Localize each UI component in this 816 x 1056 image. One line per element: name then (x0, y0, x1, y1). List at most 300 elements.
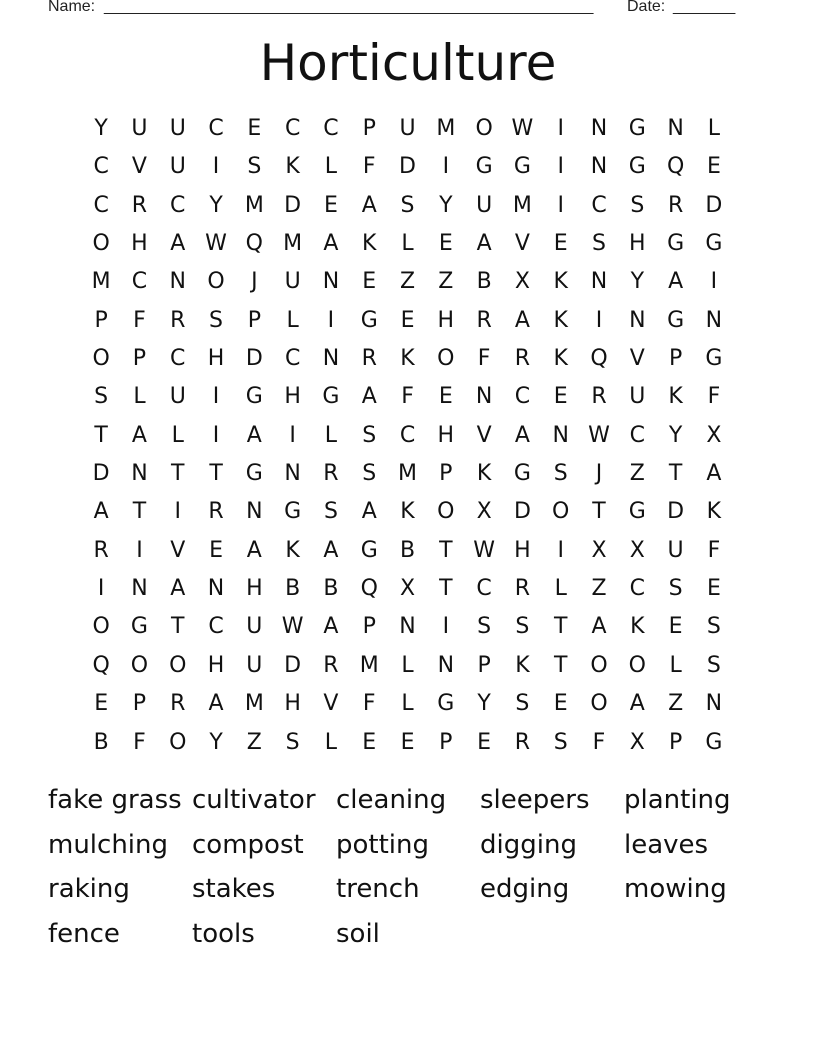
grid-letter[interactable]: B (399, 537, 416, 563)
grid-letter[interactable]: E (668, 614, 683, 640)
grid-letter[interactable]: O (207, 269, 225, 295)
grid-letter[interactable]: Q (666, 154, 685, 180)
grid-letter[interactable]: R (361, 346, 377, 372)
grid-letter[interactable]: I (212, 422, 220, 448)
grid-letter[interactable]: E (94, 691, 109, 717)
grid-letter[interactable]: C (208, 116, 224, 141)
word-bank-item: soil (336, 919, 380, 950)
grid-letter[interactable]: K (706, 499, 722, 525)
grid-letter[interactable]: U (246, 652, 263, 678)
grid-letter[interactable]: W (473, 537, 495, 563)
grid-letter[interactable]: M (91, 269, 111, 295)
grid-letter[interactable]: D (284, 192, 302, 218)
grid-letter[interactable]: Q (590, 346, 608, 372)
grid-letter[interactable]: B (476, 269, 492, 295)
grid-letter[interactable]: A (246, 422, 262, 448)
grid-letter[interactable]: E (400, 307, 415, 333)
grid-letter[interactable]: S (323, 499, 338, 525)
grid-letter[interactable]: H (284, 384, 301, 410)
grid-letter[interactable]: K (362, 231, 377, 257)
grid-letter[interactable]: A (476, 231, 492, 257)
grid-letter[interactable]: E (553, 384, 568, 410)
grid-letter[interactable]: O (590, 652, 608, 678)
grid-letter[interactable]: X (514, 269, 530, 295)
grid-letter[interactable]: T (439, 537, 453, 563)
grid-letter[interactable]: M (359, 652, 379, 678)
grid-letter[interactable]: L (324, 729, 338, 755)
grid-letter[interactable]: G (513, 154, 531, 180)
grid-letter[interactable]: M (398, 461, 418, 487)
grid-letter[interactable]: S (630, 192, 645, 218)
grid-letter[interactable]: G (130, 614, 148, 640)
grid-letter[interactable]: F (362, 154, 376, 180)
grid-letter[interactable]: R (93, 537, 109, 563)
grid-letter[interactable]: X (476, 499, 492, 525)
grid-letter[interactable]: H (284, 691, 301, 717)
grid-letter[interactable]: P (439, 729, 453, 755)
grid-letter[interactable]: T (592, 499, 606, 525)
grid-letter[interactable]: R (131, 192, 148, 218)
grid-letter[interactable]: S (553, 729, 568, 755)
grid-letter[interactable]: N (322, 346, 340, 372)
grid-letter[interactable]: L (324, 154, 338, 180)
grid-letter[interactable]: U (667, 537, 684, 563)
grid-letter[interactable]: A (591, 614, 607, 640)
grid-letter[interactable]: S (209, 307, 224, 333)
grid-letter[interactable]: V (476, 422, 492, 448)
grid-letter[interactable]: G (705, 729, 723, 755)
grid-letter[interactable]: P (94, 307, 108, 333)
grid-letter[interactable]: D (399, 154, 416, 180)
grid-letter[interactable]: Y (630, 269, 645, 295)
grid-letter[interactable]: C (284, 116, 301, 141)
grid-letter[interactable]: O (475, 116, 493, 141)
grid-letter[interactable]: N (667, 116, 684, 141)
grid-letter[interactable]: X (399, 576, 416, 602)
grid-letter[interactable]: S (515, 691, 530, 717)
grid-letter[interactable]: K (285, 154, 300, 180)
grid-letter[interactable]: Y (209, 729, 223, 755)
grid-letter[interactable]: M (283, 231, 303, 257)
grid-letter[interactable]: Z (438, 269, 454, 295)
grid-letter[interactable]: U (629, 384, 646, 410)
grid-letter[interactable]: V (629, 346, 645, 372)
grid-letter[interactable]: P (668, 346, 683, 372)
grid-letter[interactable]: R (514, 346, 531, 372)
grid-letter[interactable]: P (477, 652, 491, 678)
grid-letter[interactable]: N (131, 461, 148, 487)
grid-letter[interactable]: H (246, 576, 263, 602)
date-label: Date: (627, 0, 666, 15)
grid-letter[interactable]: I (557, 192, 564, 218)
grid-letter[interactable]: I (557, 154, 564, 180)
grid-letter[interactable]: C (284, 346, 301, 372)
grid-letter[interactable]: A (323, 537, 339, 563)
grid-letter[interactable]: T (553, 614, 568, 640)
grid-letter[interactable]: P (439, 461, 453, 487)
grid-letter[interactable]: N (437, 652, 455, 678)
grid-letter[interactable]: D (245, 346, 263, 372)
grid-letter[interactable]: U (246, 614, 263, 640)
grid-letter[interactable]: A (131, 422, 147, 448)
word-bank-item: fence (48, 919, 120, 950)
grid-letter[interactable]: N (590, 116, 608, 141)
grid-letter[interactable]: U (169, 384, 186, 410)
grid-letter[interactable]: C (514, 384, 531, 410)
grid-letter[interactable]: G (667, 231, 685, 257)
grid-letter[interactable]: A (706, 461, 722, 487)
grid-letter[interactable]: G (360, 307, 378, 333)
grid-letter[interactable]: E (247, 116, 262, 141)
grid-letter[interactable]: E (553, 231, 568, 257)
grid-letter[interactable]: S (285, 729, 300, 755)
grid-letter[interactable]: Y (477, 691, 491, 717)
word-bank-item: tools (192, 919, 255, 950)
grid-letter[interactable]: R (323, 652, 339, 678)
grid-letter[interactable]: F (592, 729, 606, 755)
grid-letter[interactable]: N (284, 461, 301, 487)
grid-letter[interactable]: X (629, 537, 645, 563)
grid-letter[interactable]: A (323, 231, 339, 257)
grid-letter[interactable]: G (628, 154, 646, 180)
grid-letter[interactable]: Z (591, 576, 607, 602)
grid-letter[interactable]: A (514, 422, 530, 448)
grid-letter[interactable]: C (399, 422, 416, 448)
grid-letter[interactable]: I (595, 307, 603, 333)
grid-letter[interactable]: A (246, 537, 262, 563)
grid-letter[interactable]: T (553, 652, 568, 678)
grid-letter[interactable]: C (131, 269, 148, 295)
grid-letter[interactable]: P (132, 691, 147, 717)
grid-letter[interactable]: W (511, 116, 534, 141)
grid-letter[interactable]: A (208, 691, 224, 717)
grid-letter[interactable]: L (324, 422, 338, 448)
grid-letter[interactable]: A (170, 576, 186, 602)
date-field[interactable]: _______ (673, 0, 736, 15)
grid-letter[interactable]: L (669, 652, 682, 678)
grid-letter[interactable]: L (133, 384, 146, 410)
word-bank-item: raking (48, 874, 130, 905)
grid-letter[interactable]: I (557, 116, 564, 141)
grid-letter[interactable]: N (590, 154, 608, 180)
grid-letter[interactable]: C (629, 576, 645, 602)
grid-letter[interactable]: E (438, 231, 453, 257)
grid-letter[interactable]: I (212, 384, 220, 410)
grid-letter[interactable]: C (323, 116, 339, 141)
grid-letter[interactable]: I (557, 537, 564, 563)
grid-letter[interactable]: A (170, 231, 186, 257)
grid-letter[interactable]: Q (92, 652, 110, 678)
grid-letter[interactable]: Y (439, 192, 453, 218)
grid-letter[interactable]: H (437, 307, 455, 333)
grid-letter[interactable]: G (360, 537, 378, 563)
grid-letter[interactable]: V (170, 537, 186, 563)
grid-letter[interactable]: K (515, 652, 530, 678)
grid-letter[interactable]: I (289, 422, 296, 448)
grid-letter[interactable]: Z (629, 461, 645, 487)
grid-letter[interactable]: C (208, 614, 224, 640)
grid-letter[interactable]: E (209, 537, 223, 563)
grid-letter[interactable]: I (212, 154, 220, 180)
grid-letter[interactable]: R (667, 192, 684, 218)
grid-letter[interactable]: O (130, 652, 149, 678)
grid-letter[interactable]: R (208, 499, 224, 525)
grid-letter[interactable]: H (207, 346, 225, 372)
grid-letter[interactable]: R (476, 307, 492, 333)
grid-letter[interactable]: L (401, 691, 414, 717)
grid-letter[interactable]: I (442, 614, 450, 640)
grid-letter[interactable]: I (442, 154, 450, 180)
grid-letter[interactable]: G (705, 231, 723, 257)
grid-letter[interactable]: V (323, 691, 339, 717)
grid-letter[interactable]: D (284, 652, 302, 678)
grid-letter[interactable]: O (92, 231, 110, 257)
grid-letter[interactable]: O (169, 652, 187, 678)
grid-letter[interactable]: G (322, 384, 340, 410)
grid-letter[interactable]: X (629, 729, 645, 755)
grid-letter[interactable]: G (513, 461, 531, 487)
grid-letter[interactable]: N (169, 269, 186, 295)
grid-letter[interactable]: F (133, 729, 146, 755)
grid-letter[interactable]: R (514, 576, 531, 602)
grid-letter[interactable]: H (629, 231, 646, 257)
grid-letter[interactable]: S (362, 461, 377, 487)
grid-letter[interactable]: Q (245, 231, 263, 257)
grid-letter[interactable]: A (514, 307, 530, 333)
grid-letter[interactable]: L (286, 307, 299, 333)
grid-letter[interactable]: N (131, 576, 148, 602)
grid-letter[interactable]: S (477, 614, 492, 640)
grid-letter[interactable]: W (205, 231, 227, 257)
grid-letter[interactable]: T (668, 461, 683, 487)
grid-letter[interactable]: A (361, 499, 377, 525)
grid-letter[interactable]: T (209, 461, 223, 487)
grid-letter[interactable]: I (97, 576, 105, 602)
grid-letter[interactable]: R (591, 384, 607, 410)
grid-letter[interactable]: S (668, 576, 683, 602)
grid-letter[interactable]: K (400, 499, 415, 525)
grid-letter[interactable]: P (362, 614, 376, 640)
grid-letter[interactable]: T (171, 614, 185, 640)
grid-letter[interactable]: D (92, 461, 110, 487)
grid-letter[interactable]: G (628, 499, 646, 525)
grid-letter[interactable]: I (174, 499, 181, 525)
grid-letter[interactable]: Y (668, 422, 683, 448)
grid-letter[interactable]: E (323, 192, 338, 218)
grid-letter[interactable]: U (476, 192, 493, 218)
grid-letter[interactable]: F (477, 346, 491, 372)
grid-letter[interactable]: G (628, 116, 646, 141)
grid-letter[interactable]: E (553, 691, 568, 717)
grid-letter[interactable]: B (93, 729, 109, 755)
grid-letter[interactable]: K (285, 537, 300, 563)
grid-letter[interactable]: A (629, 691, 645, 717)
grid-letter[interactable]: O (590, 691, 608, 717)
grid-letter[interactable]: C (629, 422, 645, 448)
grid-letter[interactable]: K (553, 346, 568, 372)
grid-letter[interactable]: H (437, 422, 455, 448)
grid-letter[interactable]: A (93, 499, 109, 525)
grid-letter[interactable]: F (362, 691, 376, 717)
grid-letter[interactable]: E (362, 269, 377, 295)
grid-letter[interactable]: X (706, 422, 722, 448)
grid-letter[interactable]: E (400, 729, 415, 755)
grid-letter[interactable]: M (512, 192, 532, 218)
grid-letter[interactable]: E (438, 384, 453, 410)
grid-letter[interactable]: V (514, 231, 530, 257)
grid-letter[interactable]: S (94, 384, 109, 410)
grid-letter[interactable]: J (595, 461, 603, 487)
grid-letter[interactable]: C (93, 154, 109, 180)
grid-letter[interactable]: N (322, 269, 340, 295)
grid-letter[interactable]: S (515, 614, 530, 640)
grid-letter[interactable]: G (245, 384, 263, 410)
grid-letter[interactable]: S (400, 192, 415, 218)
grid-letter[interactable]: O (628, 652, 646, 678)
grid-letter[interactable]: S (706, 614, 721, 640)
name-field[interactable]: _______________________________________________________ (104, 0, 594, 15)
grid-letter[interactable]: Q (360, 576, 378, 602)
grid-letter[interactable]: L (401, 652, 414, 678)
grid-letter[interactable]: Z (246, 729, 262, 755)
grid-letter[interactable]: K (476, 461, 492, 487)
grid-letter[interactable]: G (475, 154, 493, 180)
grid-letter[interactable]: E (706, 576, 721, 602)
grid-letter[interactable]: D (667, 499, 685, 525)
grid-letter[interactable]: C (170, 192, 186, 218)
grid-letter[interactable]: B (285, 576, 301, 602)
grid-letter[interactable]: P (132, 346, 147, 372)
word-bank-item: sleepers (480, 785, 590, 815)
grid-letter[interactable]: N (552, 422, 569, 448)
grid-letter[interactable]: T (132, 499, 147, 525)
grid-letter[interactable]: I (327, 307, 335, 333)
grid-letter[interactable]: M (436, 116, 456, 141)
grid-letter[interactable]: K (553, 269, 568, 295)
grid-letter[interactable]: L (171, 422, 184, 448)
grid-letter[interactable]: O (437, 346, 455, 372)
grid-letter[interactable]: Z (668, 691, 684, 717)
grid-letter[interactable]: H (207, 652, 225, 678)
grid-letter[interactable]: R (514, 729, 531, 755)
grid-letter[interactable]: K (553, 307, 568, 333)
grid-letter[interactable]: L (401, 231, 414, 257)
grid-letter[interactable]: N (590, 269, 608, 295)
grid-letter[interactable]: P (247, 307, 261, 333)
grid-letter[interactable]: N (705, 691, 723, 717)
grid-letter[interactable]: Y (94, 116, 108, 141)
grid-letter[interactable]: T (171, 461, 185, 487)
grid-letter[interactable]: A (361, 384, 377, 410)
grid-letter[interactable]: S (553, 461, 568, 487)
grid-letter[interactable]: N (399, 614, 416, 640)
grid-letter[interactable]: N (629, 307, 646, 333)
grid-letter[interactable]: W (281, 614, 304, 640)
grid-letter[interactable]: F (133, 307, 146, 333)
grid-letter[interactable]: A (361, 192, 377, 218)
grid-letter[interactable]: U (399, 116, 416, 141)
grid-letter[interactable]: F (707, 537, 721, 563)
page-title: Horticulture (259, 34, 557, 92)
grid-letter[interactable]: I (136, 537, 143, 563)
grid-letter[interactable]: Z (399, 269, 416, 295)
grid-letter[interactable]: A (668, 269, 684, 295)
grid-letter[interactable]: K (400, 346, 415, 372)
grid-letter[interactable]: C (93, 192, 109, 218)
grid-letter[interactable]: P (668, 729, 683, 755)
grid-letter[interactable]: I (710, 269, 718, 295)
grid-letter[interactable]: S (592, 231, 606, 257)
grid-letter[interactable]: G (245, 461, 263, 487)
grid-letter[interactable]: O (92, 614, 110, 640)
grid-letter[interactable]: M (244, 192, 264, 218)
grid-letter[interactable]: U (169, 154, 186, 180)
grid-letter[interactable]: R (170, 691, 186, 717)
grid-letter[interactable]: W (588, 422, 610, 448)
grid-letter[interactable]: E (706, 154, 721, 180)
grid-letter[interactable]: R (323, 461, 339, 487)
word-bank-item: planting (624, 785, 731, 815)
word-bank-item: cleaning (336, 785, 447, 815)
grid-letter[interactable]: C (591, 192, 607, 218)
grid-letter[interactable]: Y (209, 192, 223, 218)
grid-letter[interactable]: U (131, 116, 148, 141)
grid-letter[interactable]: F (401, 384, 414, 410)
grid-letter[interactable]: T (439, 576, 453, 602)
grid-letter[interactable]: G (437, 691, 455, 717)
grid-letter[interactable]: A (323, 614, 339, 640)
grid-letter[interactable]: V (131, 154, 147, 180)
grid-letter[interactable]: U (284, 269, 301, 295)
grid-letter[interactable]: E (362, 729, 377, 755)
grid-letter[interactable]: K (630, 614, 645, 640)
grid-letter[interactable]: H (514, 537, 531, 563)
grid-letter[interactable]: B (323, 576, 339, 602)
grid-letter[interactable]: S (247, 154, 262, 180)
grid-letter[interactable]: D (513, 499, 531, 525)
grid-letter[interactable]: J (251, 269, 258, 295)
grid-letter[interactable]: G (705, 346, 723, 372)
grid-letter[interactable]: R (170, 307, 186, 333)
grid-letter[interactable]: N (705, 307, 723, 333)
grid-letter[interactable]: S (706, 652, 721, 678)
grid-letter[interactable]: O (552, 499, 570, 525)
grid-letter[interactable]: N (246, 499, 263, 525)
grid-letter[interactable]: P (362, 116, 376, 141)
grid-letter[interactable]: T (94, 422, 108, 448)
grid-letter[interactable]: N (475, 384, 493, 410)
grid-letter[interactable]: G (284, 499, 302, 525)
grid-letter[interactable]: U (169, 116, 186, 141)
grid-letter[interactable]: L (554, 576, 567, 602)
grid-letter[interactable]: O (169, 729, 187, 755)
grid-letter[interactable]: C (476, 576, 492, 602)
grid-letter[interactable]: C (170, 346, 186, 372)
grid-letter[interactable]: M (244, 691, 264, 717)
grid-letter[interactable]: E (477, 729, 492, 755)
grid-letter[interactable]: G (667, 307, 685, 333)
grid-letter[interactable]: O (437, 499, 455, 525)
grid-letter[interactable]: D (705, 192, 723, 218)
grid-letter[interactable]: H (131, 231, 148, 257)
grid-letter[interactable]: F (707, 384, 721, 410)
grid-letter[interactable]: O (92, 346, 110, 372)
grid-letter[interactable]: S (362, 422, 377, 448)
grid-letter[interactable]: X (591, 537, 607, 563)
grid-letter[interactable]: K (668, 384, 683, 410)
grid-letter[interactable]: N (207, 576, 225, 602)
grid-letter[interactable]: L (707, 116, 721, 141)
